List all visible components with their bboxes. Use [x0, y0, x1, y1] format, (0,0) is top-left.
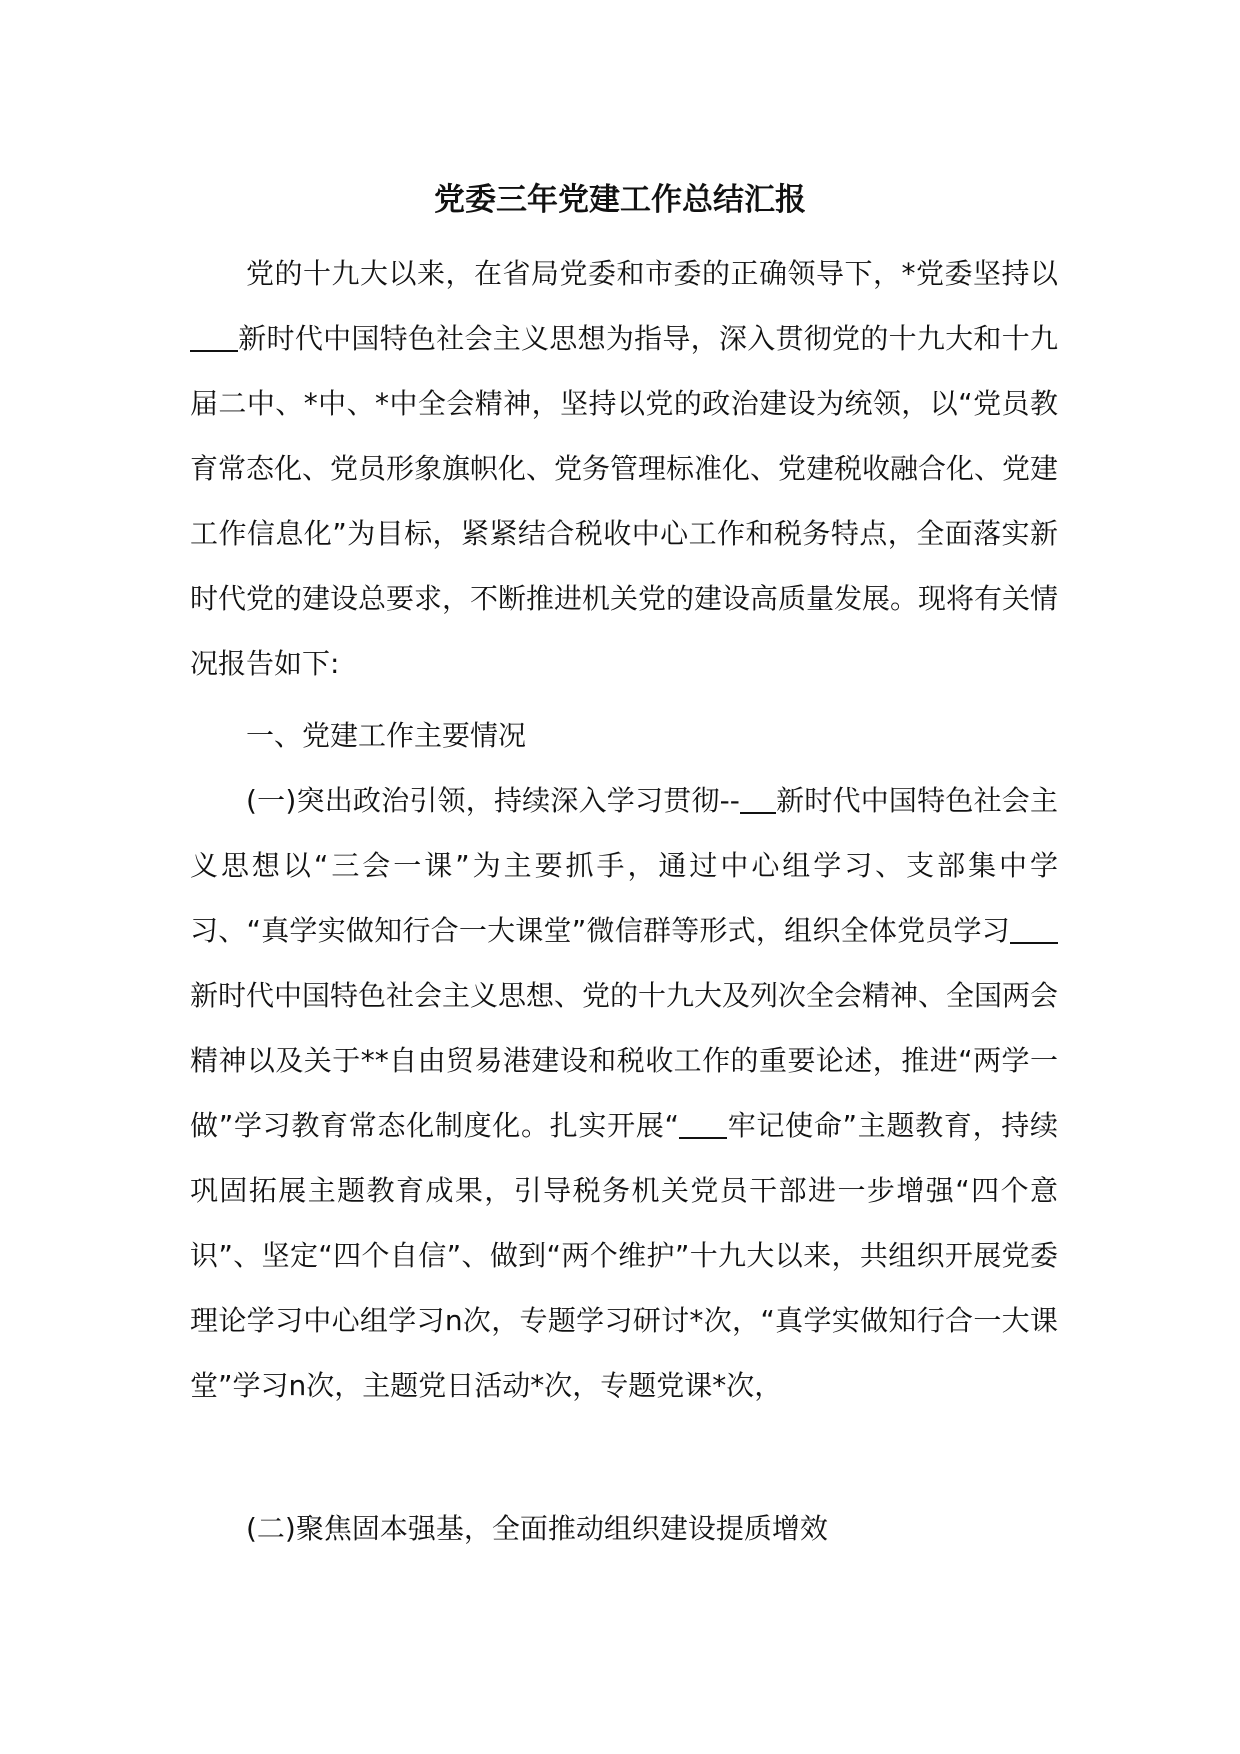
section-heading-1: 一、党建工作主要情况 — [246, 719, 527, 752]
document-title: 党委三年党建工作总结汇报 — [434, 182, 806, 218]
paragraph-section-1-part-a: (一)突出政治引领，持续深入学习贯彻-- — [246, 784, 740, 817]
blank-underline — [740, 784, 776, 814]
paragraph-intro-part-a: 党的十九大以来，在省局党委和市委的正确领导下，*党委坚持以 — [246, 257, 1058, 290]
paragraph-section-1 — [190, 768, 1058, 1418]
paragraph-intro — [190, 241, 1058, 696]
blank-underline — [190, 322, 238, 352]
paragraph-intro-part-b: 新时代中国特色社会主义思想为指导，深入贯彻党的十九大和十九届二中、*中、*中全会精神，坚持以党的政治建设为统领，以“党员教育常态化、党员形象旗帜化、党务管理标准化、党建税收融合化、党建工作信息化”为目标，紧紧结合税收中心工作和税务特点，全面落实新时代党的建设总要求，不断推进机关党的建设高质量发展。现将有关情况报告如下: — [190, 322, 1059, 680]
paragraph-section-1-part-b: 新时代中国特色社会主义思想以“三会一课”为主要抓手，通过中心组学习、支部集中学习、“真学实做知行合一大课堂”微信群等形式，组织全体党员学习 — [190, 784, 1058, 947]
blank-underline — [679, 1109, 727, 1139]
paragraph-section-1-part-d: 牢记使命”主题教育，持续巩固拓展主题教育成果，引导税务机关党员干部进一步增强“四个意识”、坚定“四个自信”、做到“两个维护”十九大以来，共组织开展党委理论学习中心组学习n次，专题学习研讨*次，“真学实做知行合一大课堂”学习n次，主题党日活动*次，专题党课*次， — [190, 1109, 1058, 1402]
blank-underline — [1010, 914, 1058, 944]
paragraph-section-1-part-c: 新时代中国特色社会主义思想、党的十九大及列次全会精神、全国两会精神以及关于**自由贸易港建设和税收工作的重要论述，推进“两学一做”学习教育常态化制度化。扎实开展“ — [190, 979, 1059, 1142]
section-heading-2: (二)聚焦固本强基，全面推动组织建设提质增效 — [246, 1512, 828, 1545]
